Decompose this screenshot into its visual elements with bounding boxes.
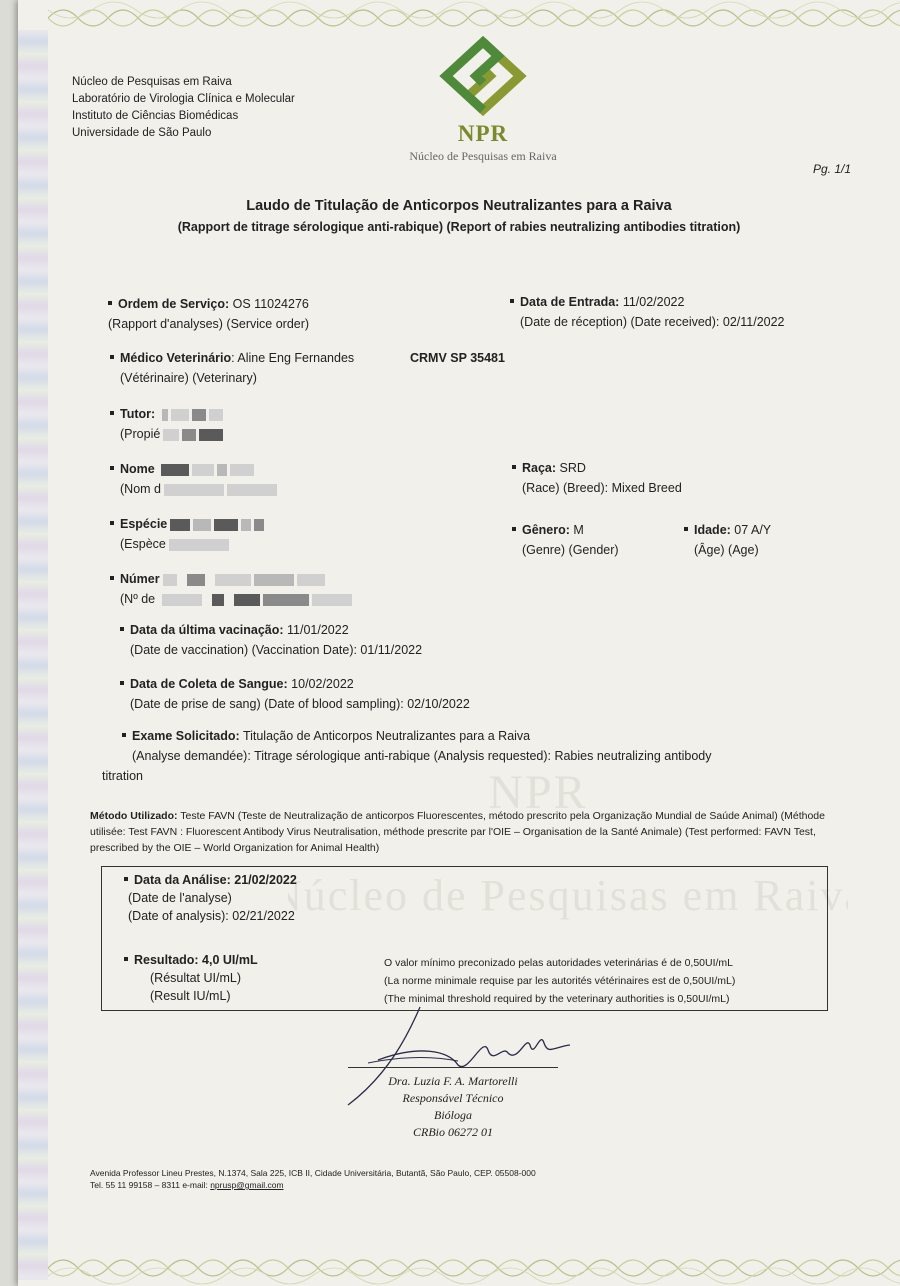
entry-date-sub: (Date de réception) (Date received): 02/11/2022 xyxy=(520,315,785,329)
signatory-title: Bióloga xyxy=(434,1108,472,1122)
breed-field xyxy=(512,458,682,498)
report-subtitle: (Rapport de titrage sérologique anti-rabique) (Report of rabies neutralizing antibodies titration) xyxy=(177,220,741,234)
redaction-block xyxy=(182,429,196,441)
signatory-registration: CRBio 06272 01 xyxy=(413,1125,493,1139)
tutor-sub: (Propié xyxy=(120,427,161,441)
exam-sub-continued: titration xyxy=(102,769,143,783)
crmv-field xyxy=(410,348,505,368)
service-order-field xyxy=(108,294,309,334)
animal-name-sub: (Nom d xyxy=(120,482,161,496)
redaction-block xyxy=(217,464,227,476)
redaction-block xyxy=(163,574,177,586)
exam-sub: (Analyse demandée): Titrage sérologique anti-rabique (Analysis requested): Rabies neutralizing antibody xyxy=(132,749,712,763)
threshold-note xyxy=(384,954,735,1008)
exam-label: Exame Solicitado: xyxy=(132,729,240,743)
redaction-block xyxy=(187,574,205,586)
redaction-block xyxy=(214,519,238,531)
redaction-block xyxy=(192,464,214,476)
crmv-value: CRMV SP 35481 xyxy=(410,351,505,365)
institution-line: Universidade de São Paulo xyxy=(72,127,212,139)
blood-sampling-sub: (Date de prise de sang) (Date of blood sampling): 02/10/2022 xyxy=(130,697,470,711)
blood-sampling-label: Data de Coleta de Sangue: xyxy=(130,677,288,691)
tutor-label: Tutor: xyxy=(120,407,159,421)
logo-abbreviation: NPR xyxy=(457,121,509,146)
redaction-block xyxy=(254,574,294,586)
redaction-block xyxy=(162,594,202,606)
service-order-label: Ordem de Serviço: xyxy=(118,297,230,311)
results-box xyxy=(101,866,828,1011)
bullet-icon xyxy=(512,465,516,469)
entry-date-label: Data de Entrada: xyxy=(520,295,620,309)
npr-logo-icon xyxy=(428,36,538,116)
institution-block xyxy=(72,74,295,142)
analysis-date-sub-en: (Date of analysis): 02/21/2022 xyxy=(128,909,295,923)
age-label: Idade: xyxy=(694,523,731,537)
vaccination-label: Data da última vacinação: xyxy=(130,623,284,637)
redaction-block xyxy=(312,594,352,606)
signatory-role: Responsável Técnico xyxy=(402,1091,504,1105)
page-number: Pg. 1/1 xyxy=(813,162,852,176)
redaction-block xyxy=(209,409,223,421)
npr-logo xyxy=(378,36,588,164)
bullet-icon xyxy=(108,301,112,305)
redaction-block xyxy=(254,519,264,531)
tutor-field xyxy=(110,404,223,444)
vaccination-sub: (Date de vaccination) (Vaccination Date): 01/11/2022 xyxy=(130,643,423,657)
bullet-icon xyxy=(110,411,114,415)
method-label: Método Utilizado: xyxy=(90,810,178,822)
redaction-block xyxy=(169,539,229,551)
number-field xyxy=(110,569,352,609)
number-sub: (Nº de xyxy=(120,592,159,606)
footer xyxy=(90,1167,536,1191)
bullet-icon xyxy=(110,355,114,359)
result-field xyxy=(124,951,258,1005)
bullet-icon xyxy=(684,527,688,531)
threshold-note-fr: (La norme minimale requise par les autorités vétérinaires est de 0,50UI/mL) xyxy=(384,975,736,987)
method-text: Teste FAVN (Teste de Neutralização de anticorpos Fluorescentes, método prescrito pela Organização Mundial de Saúde Animal) (Méthode utilisée: Test FAVN : Fluorescent Antibody Virus Neutralisation, méthode prescrite par l'OIE – Organisation de la Santé Animale) (Test performed: FAVN Test, prescribed by the OIE – World Organization for Animal Health) xyxy=(90,810,825,854)
threshold-note-pt: O valor mínimo preconizado pelas autoridades veterinárias é de 0,50UI/mL xyxy=(384,957,734,969)
footer-contact: Tel. 55 11 99158 – 8311 e-mail: xyxy=(90,1180,211,1190)
redaction-block xyxy=(163,429,179,441)
redaction-block xyxy=(164,484,224,496)
svg-text:Núcleo de Pesquisas em Raiva: Núcleo de Pesquisas em Raiva xyxy=(288,871,848,920)
gender-field xyxy=(512,520,619,560)
age-value: 07 A/Y xyxy=(734,523,772,537)
bullet-icon xyxy=(110,576,114,580)
guilloche-border-bottom xyxy=(48,1250,900,1286)
result-sub-en: (Result IU/mL) xyxy=(150,989,231,1003)
redaction-block xyxy=(193,519,211,531)
species-sub: (Espèce xyxy=(120,537,166,551)
bullet-icon xyxy=(124,877,128,881)
vaccination-date-field xyxy=(120,620,422,660)
bullet-icon xyxy=(512,527,516,531)
signature-line xyxy=(348,1067,558,1068)
veterinarian-sub: (Vétérinaire) (Veterinary) xyxy=(120,371,257,385)
threshold-note-en: (The minimal threshold required by the veterinary authorities is 0,50UI/mL) xyxy=(384,993,730,1005)
breed-value: SRD xyxy=(559,461,586,475)
analysis-date-label: Data da Análise: 21/02/2022 xyxy=(134,873,297,887)
guilloche-border-top xyxy=(48,0,900,36)
bullet-icon xyxy=(110,521,114,525)
footer-address: Avenida Professor Lineu Prestes, N.1374, Sala 225, ICB II, Cidade Universitária, Butantã, São Paulo, CEP. 05508-000 xyxy=(90,1168,536,1178)
animal-name-label: Nome xyxy=(120,462,159,476)
redaction-block xyxy=(263,594,309,606)
gender-label: Gênero: xyxy=(522,523,570,537)
redaction-block xyxy=(227,484,277,496)
age-sub: (Âge) (Age) xyxy=(694,543,759,557)
number-label: Númer xyxy=(120,572,160,586)
age-field xyxy=(684,520,771,560)
institution-line: Núcleo de Pesquisas em Raiva xyxy=(72,76,232,88)
report-title: Laudo de Titulação de Anticorpos Neutralizantes para a Raiva xyxy=(246,198,672,214)
breed-label: Raça: xyxy=(522,461,557,475)
exam-requested-field xyxy=(102,726,822,786)
hologram-strip xyxy=(18,30,48,1280)
veterinarian-field xyxy=(110,348,354,388)
result-label: Resultado: 4,0 UI/mL xyxy=(134,953,258,967)
bullet-icon xyxy=(122,733,126,737)
redaction-block xyxy=(171,409,189,421)
redaction-block xyxy=(192,409,206,421)
signatory-details xyxy=(308,1073,598,1141)
bullet-icon xyxy=(510,299,514,303)
blood-sampling-field xyxy=(120,674,470,714)
redaction-block xyxy=(215,574,251,586)
blood-sampling-value: 10/02/2022 xyxy=(291,677,354,691)
logo-name: Núcleo de Pesquisas em Raiva xyxy=(409,149,557,163)
redaction-block xyxy=(170,519,190,531)
institution-line: Laboratório de Virologia Clínica e Molecular xyxy=(72,93,295,105)
redaction-block xyxy=(297,574,325,586)
veterinarian-label: Médico Veterinário xyxy=(120,351,232,365)
bullet-icon xyxy=(124,957,128,961)
redaction-block xyxy=(162,409,168,421)
redaction-block xyxy=(161,464,189,476)
footer-email-link[interactable]: nprusp@gmail.com xyxy=(210,1180,284,1190)
species-field xyxy=(110,514,264,554)
redaction-block xyxy=(234,594,260,606)
veterinarian-value: : Aline Eng Fernandes xyxy=(231,351,355,365)
institution-line: Instituto de Ciências Biomédicas xyxy=(72,110,239,122)
gender-sub: (Genre) (Gender) xyxy=(522,543,619,557)
gender-value: M xyxy=(573,523,584,537)
animal-name-field xyxy=(110,459,277,499)
species-label: Espécie xyxy=(120,517,168,531)
service-order-sub: (Rapport d'analyses) (Service order) xyxy=(108,317,310,331)
analysis-date-field xyxy=(124,871,297,925)
bullet-icon xyxy=(120,681,124,685)
redaction-block xyxy=(230,464,254,476)
bullet-icon xyxy=(110,466,114,470)
bullet-icon xyxy=(120,627,124,631)
signatory-name: Dra. Luzia F. A. Martorelli xyxy=(388,1074,518,1088)
redaction-block xyxy=(199,429,223,441)
analysis-date-sub: (Date de l'analyse) xyxy=(128,891,232,905)
entry-date-value: 11/02/2022 xyxy=(622,295,685,309)
document-page xyxy=(18,0,900,1286)
exam-value: Titulação de Anticorpos Neutralizantes para a Raiva xyxy=(242,729,531,743)
service-order-value: OS 11024276 xyxy=(232,297,309,311)
result-sub: (Résultat UI/mL) xyxy=(150,971,241,985)
redaction-block xyxy=(212,594,224,606)
entry-date-field xyxy=(510,292,785,332)
svg-text:NPR: NPR xyxy=(488,766,588,819)
redaction-block xyxy=(241,519,251,531)
vaccination-value: 11/01/2022 xyxy=(287,623,349,637)
breed-sub: (Race) (Breed): Mixed Breed xyxy=(522,481,682,495)
method-paragraph xyxy=(90,808,850,856)
